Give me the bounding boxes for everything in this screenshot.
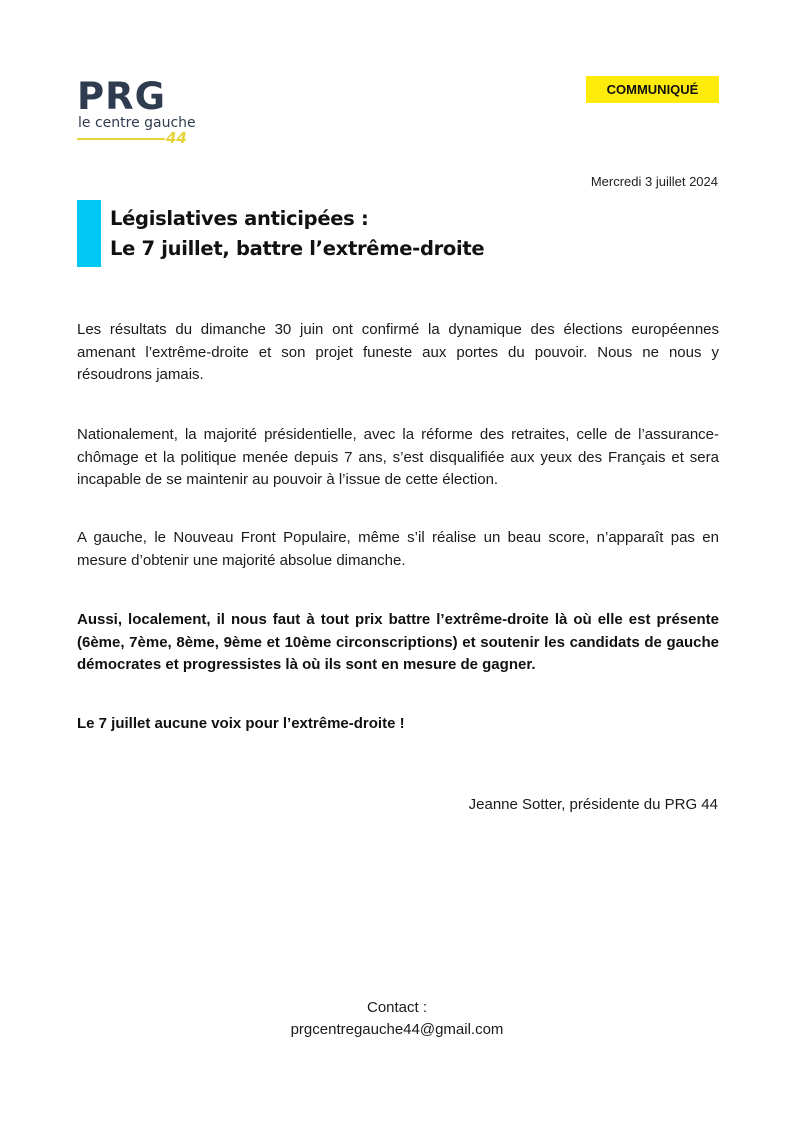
document-date: Mercredi 3 juillet 2024 [590,174,718,189]
logo-subtitle: le centre gauche [78,115,196,131]
logo-number: 44 [166,129,187,147]
prg-logo [77,75,197,150]
paragraph-1: Les résultats du dimanche 30 juin ont confirmé la dynamique des élections européennes amenant l’extrême-droite et son projet funeste aux portes du pouvoir. Nous ne nous y résoudrons jamais. [77,321,719,383]
contact-email[interactable]: prgcentregauche44@gmail.com [290,1021,504,1038]
title-line-1: Législatives anticipées : [110,207,369,230]
communique-badge: COMMUNIQUÉ [586,76,719,103]
signature: Jeanne Sotter, présidente du PRG 44 [468,796,718,813]
contact-label: Contact : [366,999,428,1016]
title-line-2: Le 7 juillet, battre l’extrême-droite [110,237,485,260]
paragraph-2: Nationalement, la majorité présidentielle, avec la réforme des retraites, celle de l’assurance-chômage et la politique menée depuis 7 ans, s’est disqualifiée aux yeux des Français et sera incapable de se maintenir au pouvoir à l’issue de cette élection. [77,426,719,488]
logo-name: PRG [77,75,166,118]
document-title [110,204,484,264]
paragraph-3: A gauche, le Nouveau Front Populaire, même s’il réalise un beau score, n’apparaît pas en mesure d’obtenir une majorité absolue dimanche. [77,529,719,569]
closing-slogan: Le 7 juillet aucune voix pour l’extrême-droite ! [77,715,405,732]
paragraph-4-emphasis: Aussi, localement, il nous faut à tout prix battre l’extrême-droite là où elle est présente (6ème, 7ème, 8ème, 9ème et 10ème circonscriptions) et soutenir les candidats de gauche démocrates et progressistes là où ils sont en mesure de gagner. [77,611,719,673]
title-accent-bar [77,200,101,267]
logo-underline [77,138,165,140]
